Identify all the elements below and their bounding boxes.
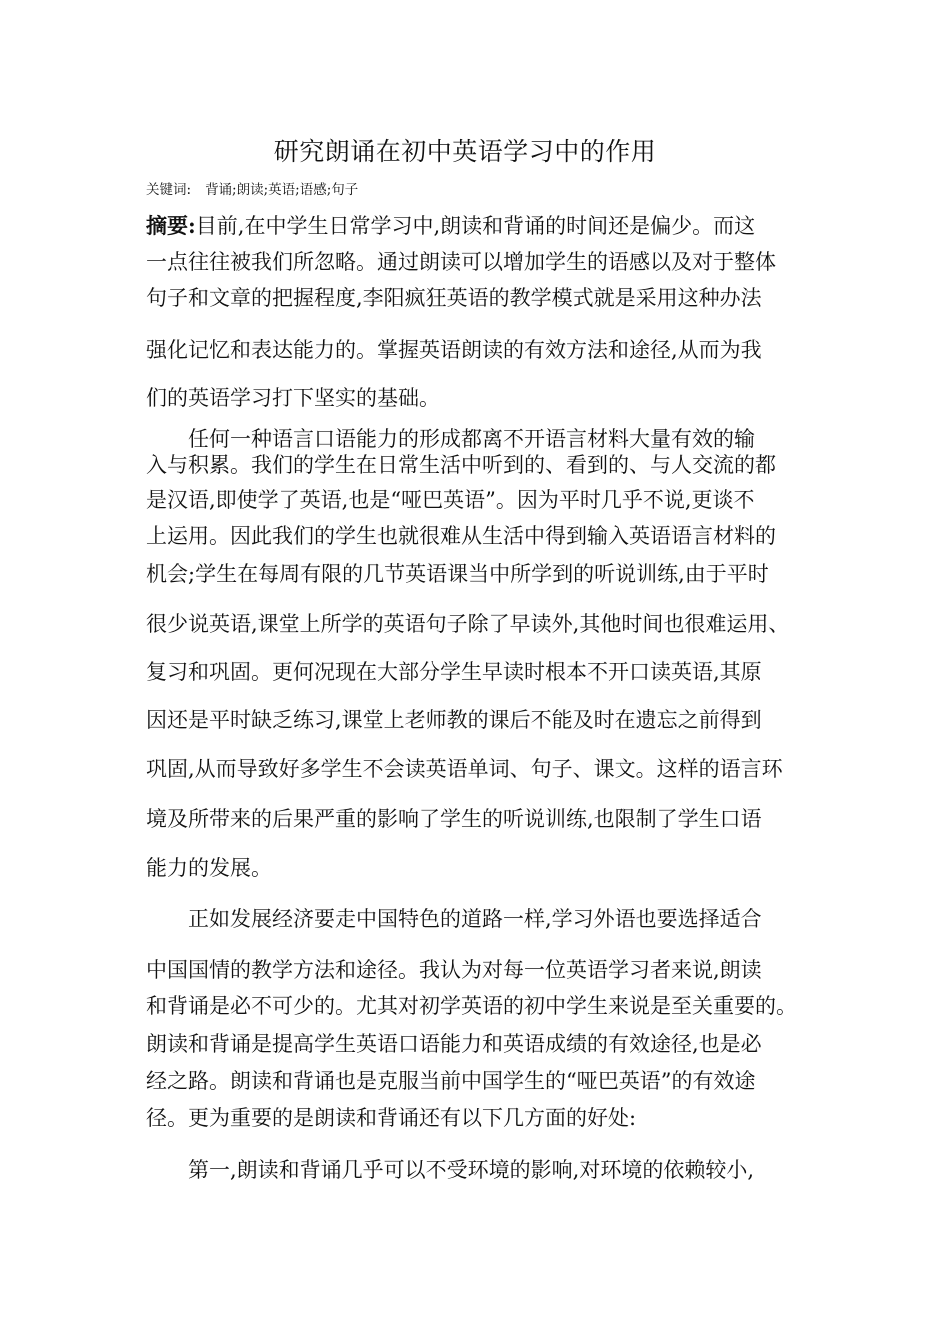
body-line: 目前,在中学生日常学习中,朗读和背诵的时间还是偏少。而这 (195, 214, 756, 238)
body-line: 径。更为重要的是朗读和背诵还有以下几方面的好处: (146, 1106, 637, 1130)
keywords-line (146, 178, 358, 198)
body-line: 因还是平时缺乏练习,课堂上老师教的课后不能及时在遗忘之前得到 (146, 708, 762, 732)
body-line: 经之路。朗读和背诵也是克服当前中国学生的“哑巴英语”的有效途 (146, 1069, 756, 1093)
body-line: 上运用。因此我们的学生也就很难从生活中得到输入英语语言材料的 (146, 524, 776, 548)
keywords-label: 关键词: (146, 182, 192, 198)
body-line: 们的英语学习打下坚实的基础。 (146, 386, 440, 410)
body-line: 是汉语,即使学了英语,也是“哑巴英语”。因为平时几乎不说,更谈不 (146, 488, 755, 512)
body-line: 强化记忆和表达能力的。掌握英语朗读的有效方法和途径,从而为我 (146, 338, 762, 362)
body-line: 很少说英语,课堂上所学的英语句子除了早读外,其他时间也很难运用、 (146, 612, 790, 636)
body-line: 一点往往被我们所忽略。通过朗读可以增加学生的语感以及对于整体 (146, 250, 776, 274)
body-line: 机会;学生在每周有限的几节英语课当中所学到的听说训练,由于平时 (146, 562, 769, 586)
abstract-line-1 (146, 212, 755, 240)
body-line: 朗读和背诵是提高学生英语口语能力和英语成绩的有效途径,也是必 (146, 1032, 762, 1056)
body-line: 句子和文章的把握程度,李阳疯狂英语的教学模式就是采用这种办法 (146, 286, 762, 310)
body-line: 第一,朗读和背诵几乎可以不受环境的影响,对环境的依赖较小, (188, 1158, 755, 1182)
body-line: 任何一种语言口语能力的形成都离不开语言材料大量有效的输 (188, 427, 755, 451)
body-line: 和背诵是必不可少的。尤其对初学英语的初中学生来说是至关重要的。 (146, 994, 797, 1018)
body-line: 境及所带来的后果严重的影响了学生的听说训练,也限制了学生口语 (146, 807, 762, 831)
body-line: 能力的发展。 (146, 856, 272, 880)
keywords-value: 背诵;朗读;英语;语感;句子 (205, 182, 359, 198)
body-line: 中国国情的教学方法和途径。我认为对每一位英语学习者来说,朗读 (146, 958, 762, 982)
body-line: 复习和巩固。更何况现在大部分学生早读时根本不开口读英语,其原 (146, 660, 762, 684)
document-title: 研究朗诵在初中英语学习中的作用 (273, 137, 657, 166)
abstract-label: 摘要: (146, 213, 196, 238)
body-line: 正如发展经济要走中国特色的道路一样,学习外语也要选择适合 (188, 907, 762, 931)
body-line: 入与积累。我们的学生在日常生活中听到的、看到的、与人交流的都 (146, 453, 776, 477)
body-line: 巩固,从而导致好多学生不会读英语单词、句子、课文。这样的语言环 (146, 757, 783, 781)
